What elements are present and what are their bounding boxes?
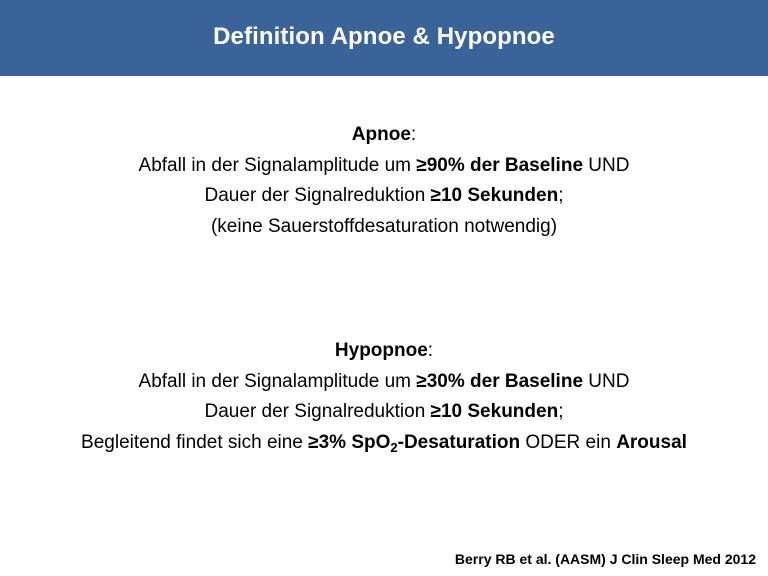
hypopnoe-criterion-duration bbox=[0, 397, 768, 428]
apnoe-amplitude-threshold: ≥90% der Baseline bbox=[416, 154, 584, 176]
apnoe-note: (keine Sauerstoffdesaturation notwendig) bbox=[210, 215, 558, 237]
hypopnoe-heading-colon: : bbox=[427, 340, 434, 361]
arousal-label: Arousal bbox=[616, 431, 687, 453]
title-bar bbox=[0, 0, 768, 76]
hypopnoe-amplitude-threshold: ≥30% der Baseline bbox=[416, 370, 584, 392]
hypopnoe-duration-text: Dauer der Signalreduktion bbox=[204, 401, 431, 422]
hypopnoe-desat-threshold bbox=[308, 432, 520, 453]
apnoe-amplitude-text: Abfall in der Signalamplitude um bbox=[138, 154, 417, 176]
hypopnoe-or-connector: ODER ein bbox=[520, 431, 617, 453]
hypopnoe-amplitude-text: Abfall in der Signalamplitude um bbox=[138, 370, 417, 392]
hypopnoe-definition bbox=[0, 336, 768, 458]
desaturation-label: -Desaturation bbox=[397, 431, 521, 453]
apnoe-heading-line bbox=[0, 120, 768, 151]
apnoe-criterion-amplitude bbox=[0, 151, 768, 182]
hypopnoe-heading-line bbox=[0, 336, 768, 367]
apnoe-duration-semicolon: ; bbox=[558, 185, 564, 206]
spo-label: ≥3% SpO bbox=[308, 431, 391, 453]
hypopnoe-criterion-amplitude bbox=[0, 367, 768, 398]
citation: Berry RB et al. (AASM) J Clin Sleep Med 2012 bbox=[454, 551, 756, 567]
apnoe-heading: Apnoe bbox=[351, 124, 411, 145]
spo2-subscript: 2 bbox=[390, 439, 398, 455]
hypopnoe-heading: Hypopnoe bbox=[334, 340, 428, 361]
page-title: Definition Apnoe & Hypopnoe bbox=[213, 23, 555, 50]
apnoe-definition bbox=[0, 120, 768, 242]
apnoe-amplitude-connector: UND bbox=[583, 154, 630, 176]
apnoe-duration-threshold: ≥10 Sekunden bbox=[430, 185, 559, 206]
hypopnoe-amplitude-connector: UND bbox=[583, 370, 630, 392]
hypopnoe-criterion-desaturation bbox=[0, 428, 768, 459]
hypopnoe-duration-threshold: ≥10 Sekunden bbox=[430, 401, 559, 422]
apnoe-duration-text: Dauer der Signalreduktion bbox=[204, 185, 431, 206]
hypopnoe-duration-semicolon: ; bbox=[558, 401, 564, 422]
hypopnoe-desat-text: Begleitend findet sich eine bbox=[81, 431, 309, 453]
apnoe-heading-colon: : bbox=[410, 124, 417, 145]
apnoe-criterion-duration bbox=[0, 181, 768, 212]
